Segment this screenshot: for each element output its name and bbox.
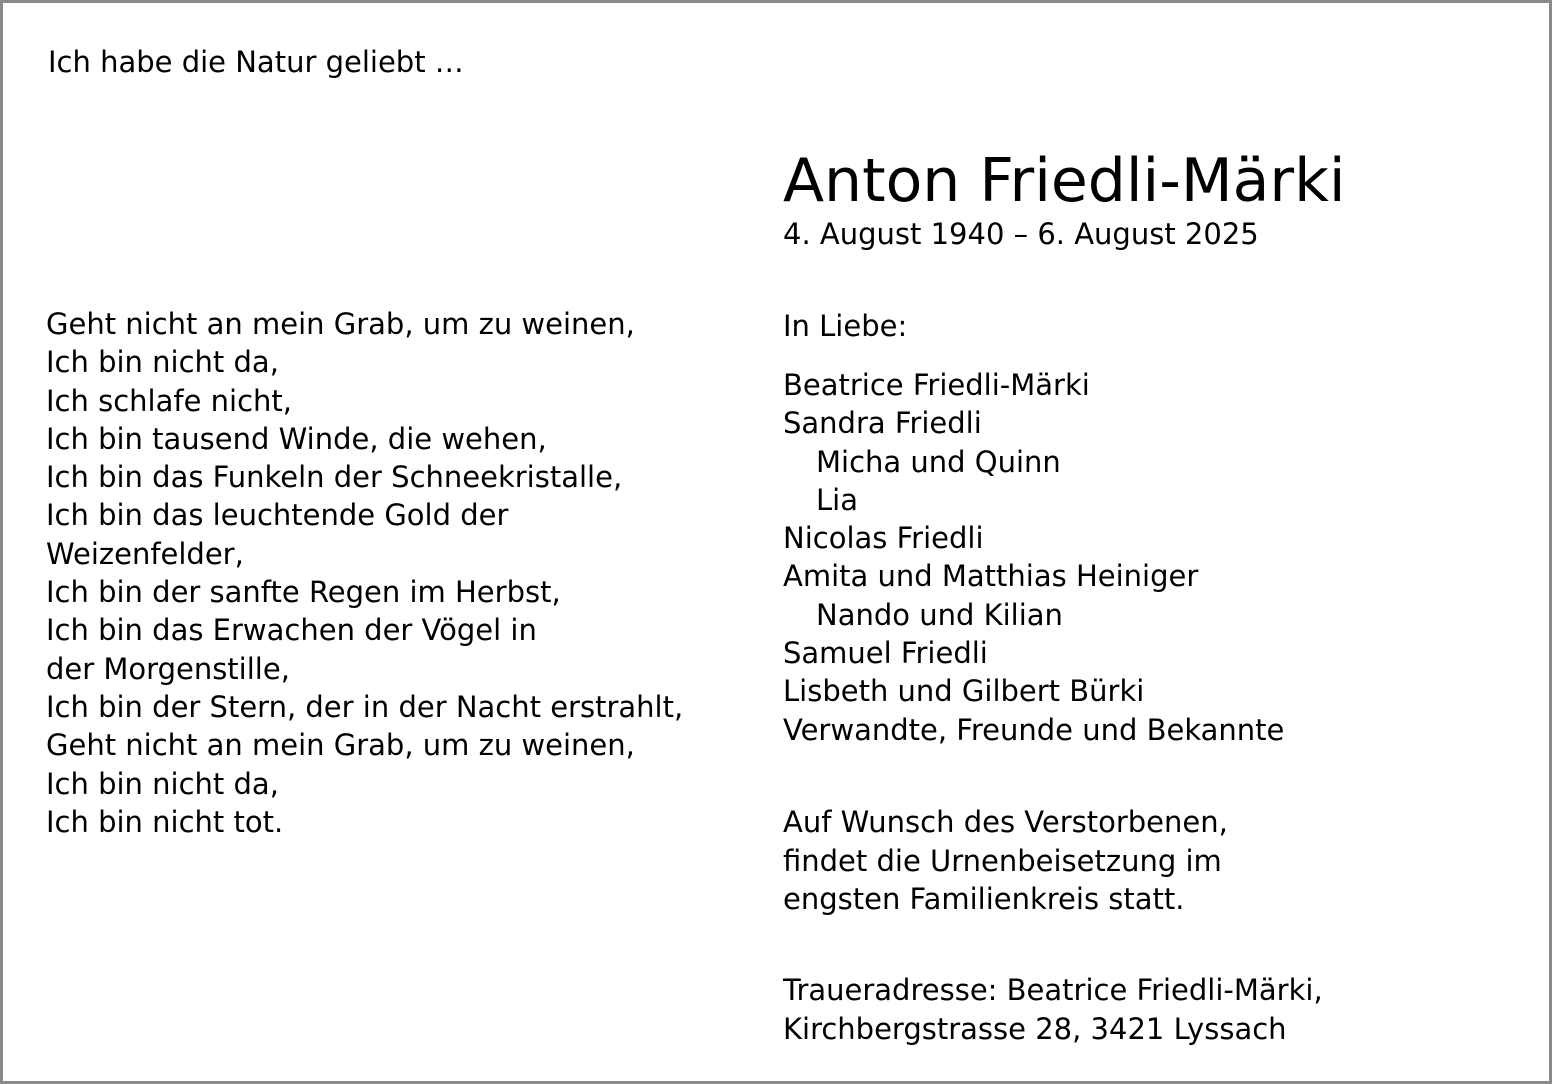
poem-line: Geht nicht an mein Grab, um zu weinen, — [46, 728, 635, 763]
poem — [46, 305, 683, 841]
mourner: Sandra Friedli — [783, 406, 982, 441]
mourner: Verwandte, Freunde und Bekannte — [783, 712, 1285, 747]
poem-line: Ich bin nicht da, — [46, 766, 279, 801]
notice-line: Auf Wunsch des Verstorbenen, — [783, 805, 1228, 839]
mourner: Beatrice Friedli-Märki — [783, 368, 1090, 402]
poem-line: Ich bin nicht tot. — [46, 804, 284, 839]
notice-line: findet die Urnenbeisetzung im — [783, 843, 1222, 878]
mourner-child: Micha und Quinn — [816, 444, 1061, 479]
poem-line: Weizenfelder, — [46, 536, 244, 571]
mourners-heading: In Liebe: — [783, 309, 908, 343]
deceased-name: Anton Friedli-Märki — [783, 146, 1346, 216]
poem-line: Ich bin der sanfte Regen im Herbst, — [46, 575, 561, 610]
funeral-notice — [783, 803, 1228, 919]
mourners-list — [783, 366, 1284, 749]
poem-line: Ich bin tausend Winde, die wehen, — [46, 421, 547, 456]
poem-line: der Morgenstille, — [46, 651, 290, 686]
poem-line: Geht nicht an mein Grab, um zu weinen, — [46, 307, 635, 341]
mourner: Samuel Friedli — [783, 636, 988, 671]
notice-line: engsten Familienkreis statt. — [783, 882, 1185, 916]
mourner: Amita und Matthias Heiniger — [783, 559, 1199, 594]
address-line: Traueradresse: Beatrice Friedli-Märki, — [783, 973, 1323, 1007]
poem-line: Ich bin nicht da, — [46, 345, 279, 380]
life-dates: 4. August 1940 – 6. August 2025 — [783, 217, 1259, 251]
poem-line: Ich bin das Erwachen der Vögel in — [46, 613, 537, 648]
mourning-address — [783, 971, 1323, 1048]
poem-line: Ich bin der Stern, der in der Nacht erstrahlt, — [46, 689, 684, 724]
mourner: Lisbeth und Gilbert Bürki — [783, 674, 1145, 709]
mourner-child: Lia — [816, 482, 858, 517]
mourner-child: Nando und Kilian — [816, 597, 1063, 632]
address-line: Kirchbergstrasse 28, 3421 Lyssach — [783, 1011, 1287, 1046]
mourner: Nicolas Friedli — [783, 521, 984, 556]
poem-line: Ich bin das Funkeln der Schneekristalle, — [46, 460, 623, 495]
poem-line: Ich bin das leuchtende Gold der — [46, 498, 509, 533]
motto: Ich habe die Natur geliebt … — [48, 45, 464, 79]
poem-line: Ich schlafe nicht, — [46, 383, 292, 418]
